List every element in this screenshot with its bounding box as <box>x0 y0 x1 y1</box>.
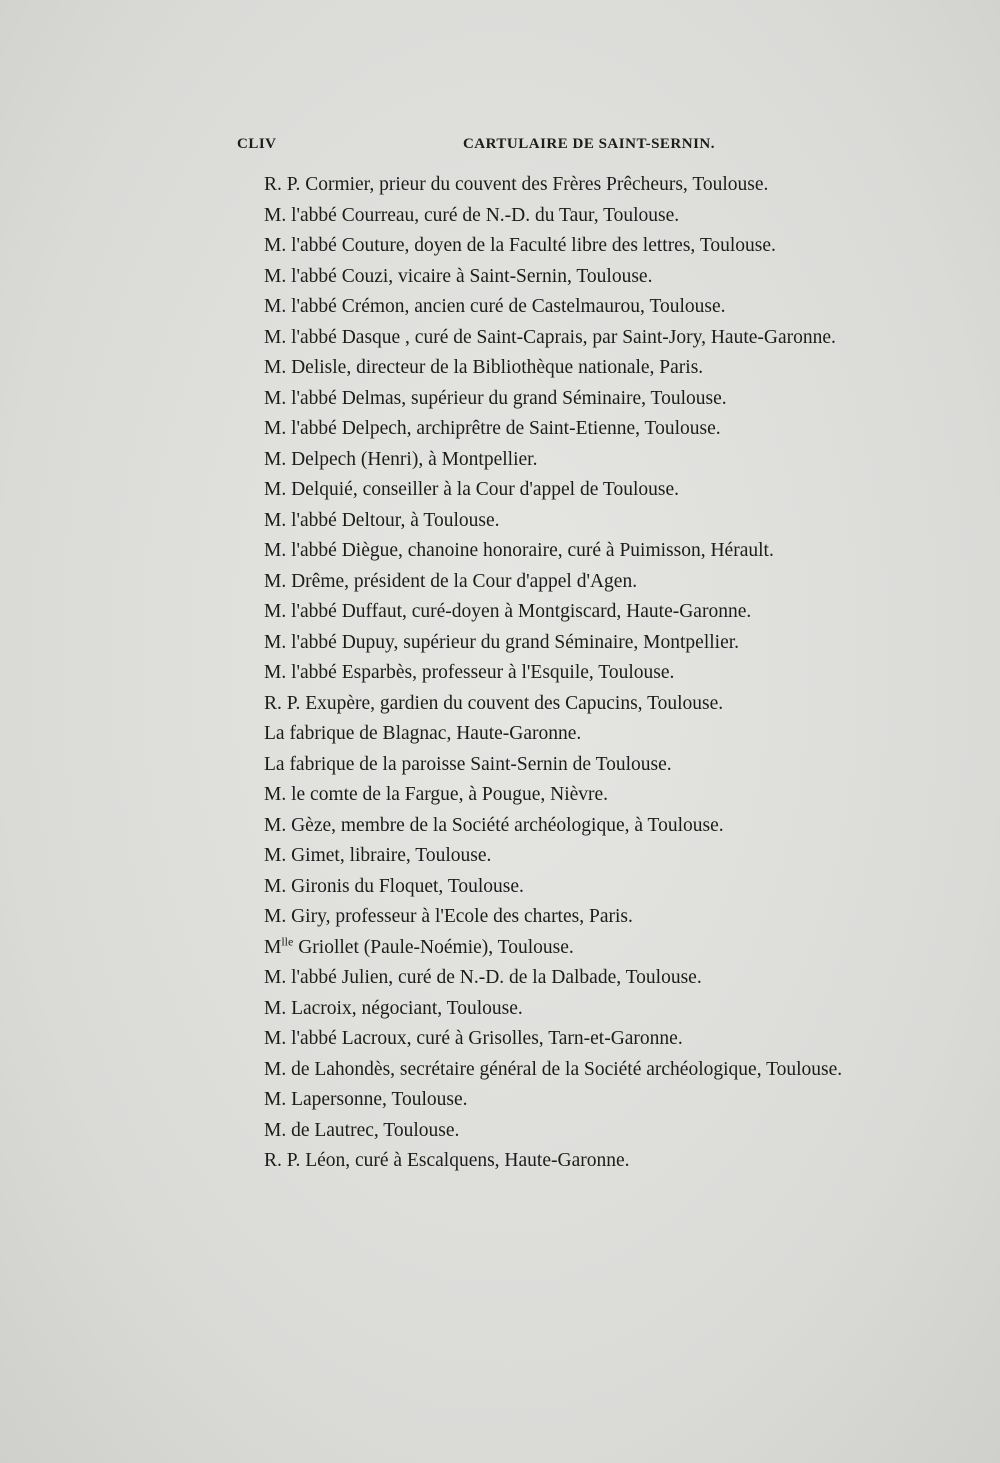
list-item: M. l'abbé Delpech, archiprêtre de Saint-Etienne, Toulouse. <box>264 418 721 439</box>
list-item: M. l'abbé Courreau, curé de N.-D. du Taur, Toulouse. <box>264 204 680 226</box>
list-item: M. l'abbé Lacroux, curé à Grisolles, Tarn-et-Garonne. <box>264 1028 683 1049</box>
list-item: M. l'abbé Crémon, ancien curé de Castelmaurou, Toulouse. <box>264 296 726 317</box>
list-item: M. Lacroix, négociant, Toulouse. <box>264 997 523 1019</box>
list-item: M. l'abbé Dupuy, supérieur du grand Séminaire, Montpellier. <box>264 631 740 653</box>
list-item: M. l'abbé Deltour, à Toulouse. <box>264 509 500 531</box>
list-item: La fabrique de la paroisse Saint-Sernin de Toulouse. <box>264 753 672 775</box>
page-number: CLIV <box>237 136 277 152</box>
list-item: M. le comte de la Fargue, à Pougue, Nièvre. <box>264 784 609 805</box>
running-header <box>237 136 715 160</box>
list-item: M. l'abbé Dasque , curé de Saint-Caprais, par Saint-Jory, Haute-Garonne. <box>264 326 836 348</box>
list-item: M. Giry, professeur à l'Ecole des chartes, Paris. <box>264 906 633 927</box>
list-item: M. l'abbé Esparbès, professeur à l'Esquile, Toulouse. <box>264 662 675 683</box>
list-item: M. Lapersonne, Toulouse. <box>264 1089 468 1110</box>
list-item: M. l'abbé Julien, curé de N.-D. de la Dalbade, Toulouse. <box>264 967 702 988</box>
subscriber-list <box>240 170 940 1177</box>
list-item: M. l'abbé Duffaut, curé-doyen à Montgiscard, Haute-Garonne. <box>264 601 752 622</box>
list-item: M. de Lahondès, secrétaire général de la Société archéologique, Toulouse. <box>264 1058 843 1080</box>
list-item: M. Gèze, membre de la Société archéologique, à Toulouse. <box>264 814 724 836</box>
list-item: R. P. Cormier, prieur du couvent des Frères Prêcheurs, Toulouse. <box>264 174 769 195</box>
honorific-superscript: lle <box>281 934 294 948</box>
list-item: M. Gironis du Floquet, Toulouse. <box>264 875 524 897</box>
list-item: M. l'abbé Couzi, vicaire à Saint-Sernin, Toulouse. <box>264 265 653 287</box>
list-item: La fabrique de Blagnac, Haute-Garonne. <box>264 723 582 744</box>
list-item: M. de Lautrec, Toulouse. <box>264 1119 460 1141</box>
list-item: M. Delisle, directeur de la Bibliothèque nationale, Paris. <box>264 357 704 378</box>
list-item <box>240 933 940 964</box>
list-item: M. l'abbé Couture, doyen de la Faculté libre des lettres, Toulouse. <box>264 235 776 256</box>
entry-text: Griollet (Paule-Noémie), Toulouse. <box>293 936 574 958</box>
list-item: R. P. Léon, curé à Escalquens, Haute-Garonne. <box>264 1150 630 1171</box>
list-item: M. l'abbé Diègue, chanoine honoraire, curé à Puimisson, Hérault. <box>264 540 774 561</box>
running-title: CARTULAIRE DE SAINT-SERNIN. <box>462 136 715 152</box>
honorific: M <box>264 936 282 958</box>
list-item: M. Gimet, libraire, Toulouse. <box>264 845 492 866</box>
list-item: M. l'abbé Delmas, supérieur du grand Séminaire, Toulouse. <box>264 387 727 409</box>
list-item: R. P. Exupère, gardien du couvent des Capucins, Toulouse. <box>264 692 724 714</box>
list-item: M. Delpech (Henri), à Montpellier. <box>264 448 538 470</box>
list-item: M. Delquié, conseiller à la Cour d'appel de Toulouse. <box>264 479 679 500</box>
list-item: M. Drême, président de la Cour d'appel d'Agen. <box>264 570 638 592</box>
